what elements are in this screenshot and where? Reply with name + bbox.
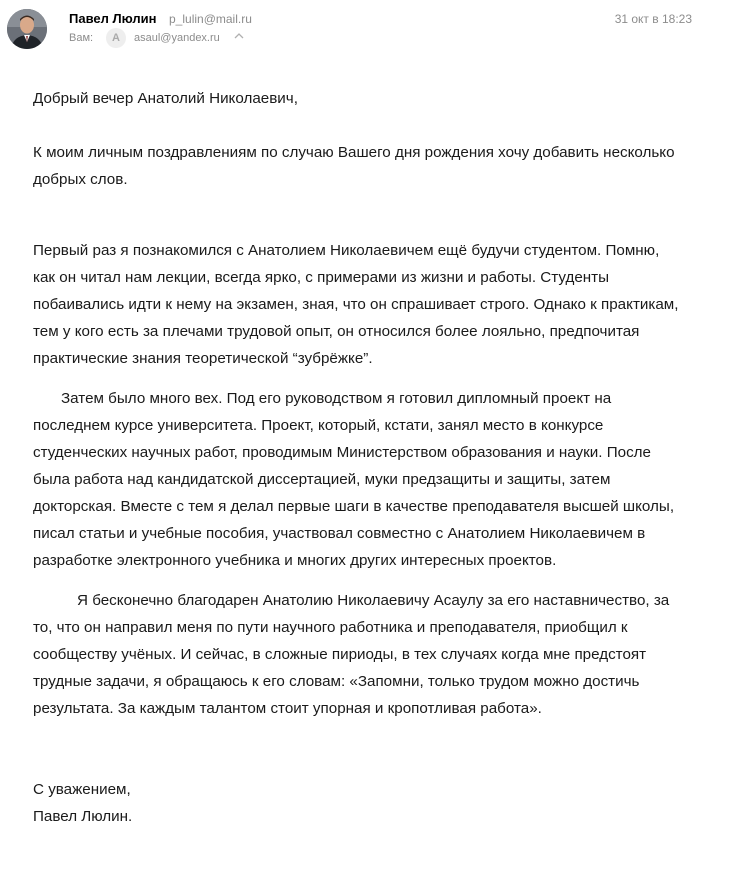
sender-email[interactable]: p_lulin@mail.ru [169,12,252,26]
paragraph-first-meeting [33,237,703,372]
chevron-up-icon[interactable] [233,30,245,42]
paragraph-intro [33,139,703,193]
message-header [0,0,730,60]
paragraph-line: Затем было много вех. Под его руководством я готовил дипломный проект на [61,390,612,407]
paragraph-line: докторская. Вместе с тем я делал первые шаги в качестве преподавателя высшей школы, [33,498,675,515]
paragraph-line: Первый раз я познакомился с Анатолием Николаевичем ещё будучи студентом. Помню, [33,242,660,259]
paragraph-line: писал статьи и учебные пособия, участвовал совместно с Анатолием Николаевичем в [33,525,646,542]
paragraph-gratitude [33,587,703,722]
sender-avatar[interactable] [7,9,47,49]
paragraph-line: добрых слов. [33,171,128,188]
paragraph-line: К моим личным поздравлениям по случаю Вашего дня рождения хочу добавить несколько [33,144,675,161]
sender-name[interactable]: Павел Люлин [69,11,157,26]
message-body [33,85,703,830]
signature: Павел Люлин. [33,808,133,825]
greeting: Добрый вечер Анатолий Николаевич, [33,90,298,107]
paragraph-milestones [33,385,703,574]
paragraph-line: последнем курсе университета. Проект, который, кстати, занял место в конкурсе [33,417,604,434]
to-label: Вам: [69,32,94,44]
user-photo-icon [7,9,47,49]
paragraph-line: сообществу учёных. И сейчас, в сложные пириоды, в тех случаях когда мне предстоят [33,646,647,663]
paragraph-line: тем у кого есть за плечами трудовой опыт, он относился более лояльно, предпочитая [33,323,640,340]
paragraph-line: Я бесконечно благодарен Анатолию Николаевичу Асаулу за его наставничество, за [77,592,670,609]
recipient-email[interactable]: asaul@yandex.ru [134,32,220,44]
paragraph-line: была работа над кандидатской диссертацией, муки предзащиты и защиты, затем [33,471,611,488]
message-date: 31 окт в 18:23 [614,12,692,26]
paragraph-line: как он читал нам лекции, всегда ярко, с примерами из жизни и работы. Студенты [33,269,610,286]
paragraph-line: результата. За каждым талантом стоит упорная и кропотливая работа». [33,700,542,717]
recipient-avatar: A [106,28,126,48]
paragraph-line: побаивались идти к нему на экзамен, зная, что он спрашивает строго. Однако к практикам, [33,296,679,313]
paragraph-line: то, что он направил меня по пути научного работника и преподавателя, приобщил к [33,619,628,636]
paragraph-line: разработке электронного учебника и многих других интересных проектов. [33,552,557,569]
paragraph-line: практические знания теоретической “зубрёжке”. [33,350,373,367]
closing: С уважением, [33,781,131,798]
paragraph-line: студенческих научных работ, проводимым Министерством образования и науки. После [33,444,651,461]
paragraph-line: трудные задачи, я обращаюсь к его словам: «Запомни, только трудом можно достичь [33,673,640,690]
